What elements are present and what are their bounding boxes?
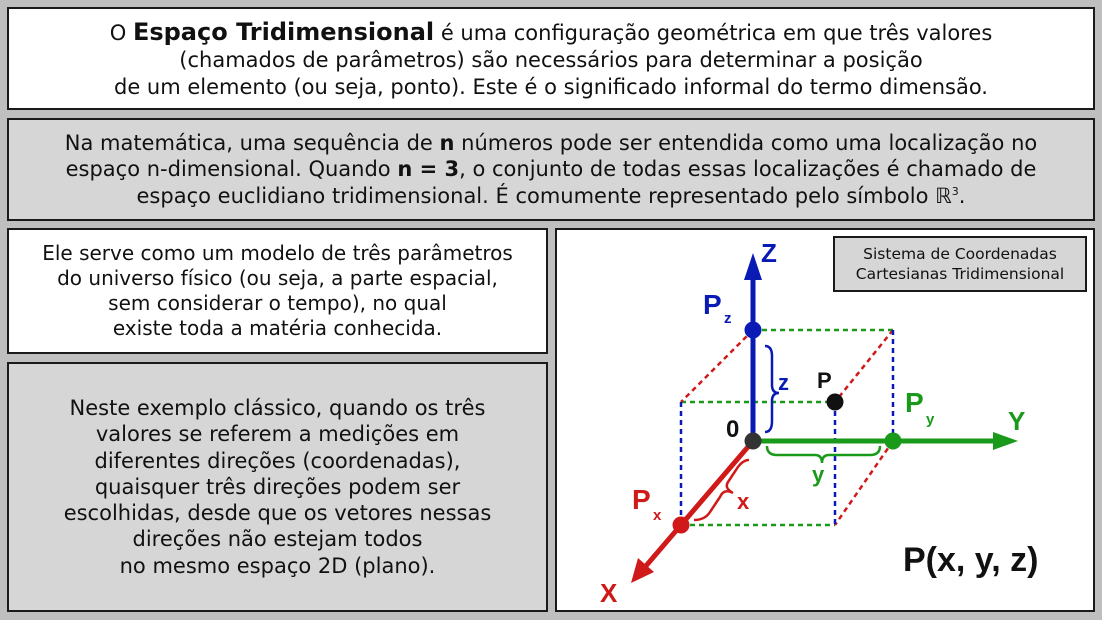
math-line-3-end: . bbox=[958, 183, 966, 208]
definition-line-2: (chamados de parâmetros) são necessários para determinar a posição bbox=[179, 48, 923, 73]
dash-red-top-right bbox=[835, 330, 893, 402]
model-line: sem considerar o tempo), no qual bbox=[108, 291, 447, 315]
formula-label: P(x, y, z) bbox=[903, 541, 1039, 579]
math-n: n bbox=[439, 131, 455, 156]
math-n-eq: n = 3 bbox=[397, 157, 460, 182]
legend-line-1: Sistema de Coordenadas bbox=[863, 244, 1057, 263]
point-py bbox=[885, 433, 902, 450]
y-length-label: y bbox=[812, 462, 825, 487]
example-line: Neste exemplo clássico, quando os três bbox=[69, 396, 486, 421]
dash-red-bottom-right bbox=[835, 441, 893, 525]
model-line: Ele serve como um modelo de três parâmetros bbox=[42, 241, 513, 265]
axis-label-z: Z bbox=[761, 238, 777, 268]
z-brace bbox=[765, 346, 779, 432]
z-axis-arrowhead bbox=[744, 253, 762, 280]
example-line: quaisquer três direções podem ser bbox=[94, 474, 461, 499]
y-brace bbox=[767, 446, 880, 463]
point-origin bbox=[745, 433, 762, 450]
definition-pre: O bbox=[109, 21, 133, 46]
origin-label: 0 bbox=[726, 416, 740, 443]
legend-line-2: Cartesianas Tridimensional bbox=[855, 265, 1065, 283]
axis-label-x: X bbox=[600, 578, 618, 608]
x-length-label: x bbox=[737, 489, 750, 514]
definition-term: Espaço Tridimensional bbox=[132, 18, 435, 47]
math-line-1-a: Na matemática, uma sequência de bbox=[64, 131, 440, 156]
model-line: existe toda a matéria conhecida. bbox=[112, 316, 443, 340]
real-symbol: ℝ bbox=[935, 183, 952, 208]
py-label: P bbox=[905, 387, 924, 418]
p-label: P bbox=[817, 368, 832, 393]
example-line: no mesmo espaço 2D (plano). bbox=[119, 553, 436, 578]
py-sub: y bbox=[926, 411, 935, 428]
math-line-2-b: , o conjunto de todas essas localizações é chamado de bbox=[459, 157, 1037, 182]
legend-box bbox=[833, 236, 1087, 292]
point-p bbox=[827, 394, 844, 411]
example-line: escolhidas, desde que os vetores nessas bbox=[63, 501, 492, 526]
example-line: diferentes direções (coordenadas), bbox=[94, 448, 461, 473]
axis-label-y: Y bbox=[1008, 406, 1026, 436]
definition-line-3: de um elemento (ou seja, ponto). Este é o significado informal do termo dimensão. bbox=[113, 74, 988, 99]
example-line: valores se referem a medições em bbox=[95, 422, 460, 447]
px-sub: x bbox=[653, 507, 662, 524]
point-px bbox=[673, 517, 690, 534]
pz-label: P bbox=[703, 289, 722, 320]
math-line-3-a: espaço euclidiano tridimensional. É comumente representado pelo símbolo bbox=[136, 183, 936, 208]
dash-red-top-left bbox=[681, 330, 753, 402]
z-length-label: z bbox=[778, 370, 789, 395]
model-line: do universo físico (ou seja, a parte espacial, bbox=[57, 266, 498, 290]
math-line-1-b: números pode ser entendida como uma localização no bbox=[454, 131, 1038, 156]
example-line: direções não estejam todos bbox=[132, 527, 423, 552]
math-line-2-a: espaço n-dimensional. Quando bbox=[65, 157, 398, 182]
point-pz bbox=[745, 322, 762, 339]
definition-line-1-rest: é uma configuração geométrica em que três valores bbox=[434, 21, 993, 46]
pz-sub: z bbox=[724, 310, 732, 327]
real-symbol-sup: 3 bbox=[951, 184, 959, 198]
px-label: P bbox=[632, 484, 651, 515]
